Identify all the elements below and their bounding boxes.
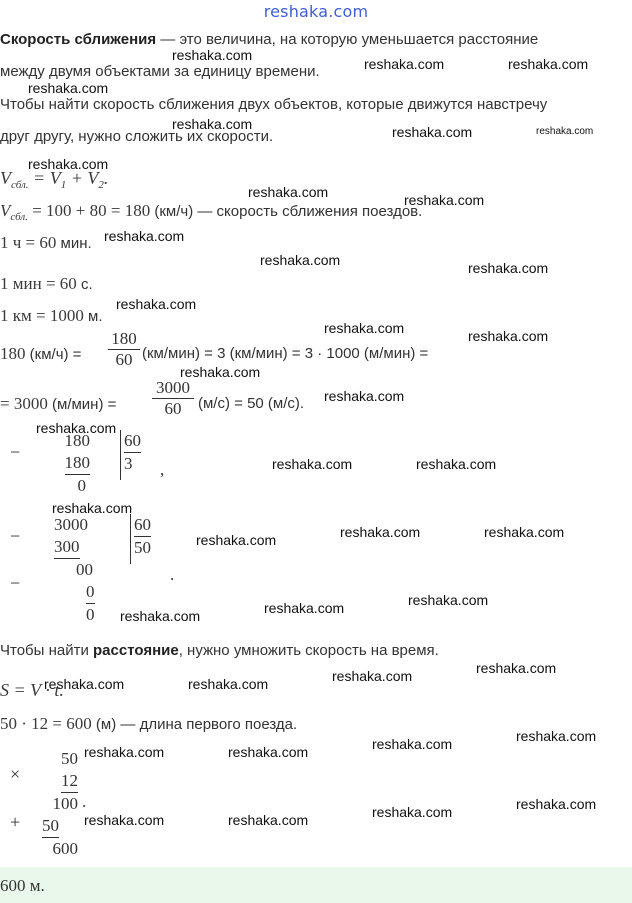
multiplication-plus: + — [10, 812, 21, 832]
conversion-hours: 1 ч = 60 мин. — [0, 233, 92, 252]
division-2-minus-1: − — [10, 526, 21, 546]
watermark: reshaka.com — [84, 812, 165, 828]
watermark: reshaka.com — [28, 156, 109, 172]
watermark: reshaka.com — [188, 676, 269, 692]
watermark: reshaka.com — [468, 328, 549, 344]
conv-line-1-left: 180 (км/ч) = — [0, 344, 82, 363]
watermark: reshaka.com — [484, 524, 565, 540]
watermark: reshaka.com — [180, 364, 261, 380]
conv-line-1-right: (км/мин) = 3 (км/мин) = 3 · 1000 (м/мин) = — [142, 345, 429, 362]
answer-text: 600 м. — [0, 876, 45, 895]
formula-distance: S = V · t. — [0, 680, 64, 700]
calc-distance: 50 · 12 = 600 (м) — длина первого поезда. — [0, 714, 298, 733]
watermark: reshaka.com — [172, 47, 253, 63]
watermark: reshaka.com — [260, 252, 341, 268]
conv-line-2-fraction: $\frac{3000}{60}$ — [152, 378, 194, 419]
watermark: reshaka.com — [196, 532, 277, 548]
watermark: reshaka.com — [272, 456, 353, 472]
watermark: reshaka.com — [52, 500, 133, 516]
watermark: reshaka.com — [416, 456, 497, 472]
watermark: reshaka.com — [364, 56, 445, 72]
watermark: reshaka.com — [408, 592, 489, 608]
multiplication-column: 50 12 100 50 600 — [42, 749, 78, 858]
division-2-column: 3000 300 00 0 0 — [54, 515, 95, 624]
division-2-bar — [130, 514, 131, 564]
definition-line-1 — [0, 30, 538, 50]
watermark: reshaka.com — [44, 676, 125, 692]
watermark: reshaka.com — [172, 116, 253, 132]
definition-line-2: между двумя объектами за единицу времени. — [0, 63, 320, 80]
multiplication-trail: . — [82, 792, 87, 811]
watermark: reshaka.com — [120, 608, 201, 624]
multiplication-times: × — [10, 764, 21, 784]
conv-line-2-right: (м/с) = 50 (м/с). — [198, 395, 305, 412]
definition-rest: — это величина, на которую уменьшается расстояние — [156, 31, 539, 48]
answer-box — [0, 867, 632, 903]
conv-line-1-fraction: $\frac{180}{60}$ — [108, 329, 140, 370]
watermark: reshaka.com — [372, 804, 453, 820]
division-1-bar — [120, 430, 121, 480]
watermark: reshaka.com — [508, 56, 589, 72]
watermark: reshaka.com — [104, 228, 185, 244]
rule-speed-line-2: друг другу, нужно сложить их скорости. — [0, 128, 274, 145]
watermark: reshaka.com — [404, 192, 485, 208]
division-1-column: 180 180 0 — [64, 431, 90, 495]
formula-speed: $V_{сбл.} = V_1 + V_2$. — [0, 168, 109, 191]
watermark: reshaka.com — [516, 796, 597, 812]
watermark: reshaka.com — [392, 124, 473, 140]
division-1-divisor: 60 3 — [124, 431, 141, 473]
watermark: reshaka.com — [372, 736, 453, 752]
watermark: reshaka.com — [476, 660, 557, 676]
watermark: reshaka.com — [516, 728, 597, 744]
watermark: reshaka.com — [264, 600, 345, 616]
site-header-link[interactable]: reshaka.com — [263, 2, 369, 21]
conversion-km: 1 км = 1000 м. — [0, 306, 103, 325]
watermark: reshaka.com — [228, 812, 309, 828]
watermark: reshaka.com — [536, 126, 594, 137]
division-2-trail: . — [170, 565, 175, 584]
watermark: reshaka.com — [468, 260, 549, 276]
rule-distance: Чтобы найти расстояние, нужно умножить скорость на время. — [0, 642, 439, 659]
calc-speed: $V_{сбл.} = 100 + 80 = 180$ (км/ч) — скорость сближения поездов. — [0, 201, 423, 223]
watermark: reshaka.com — [324, 320, 405, 336]
watermark: reshaka.com — [332, 668, 413, 684]
watermark: reshaka.com — [84, 744, 165, 760]
division-1-trail: , — [160, 460, 165, 479]
division-2-divisor: 60 50 — [134, 515, 151, 557]
watermark: reshaka.com — [248, 184, 329, 200]
definition-term: Скорость сближения — [0, 31, 157, 48]
watermark: reshaka.com — [116, 296, 197, 312]
watermark: reshaka.com — [340, 524, 421, 540]
division-2-minus-2: − — [10, 573, 21, 593]
watermark: reshaka.com — [28, 80, 109, 96]
watermark: reshaka.com — [324, 388, 405, 404]
conv-line-2-left: = 3000 (м/мин) = — [0, 394, 117, 413]
division-1-minus: − — [10, 442, 21, 462]
watermark: reshaka.com — [228, 744, 309, 760]
rule-speed-line-1: Чтобы найти скорость сближения двух объектов, которые движутся навстречу — [0, 96, 548, 113]
watermark: reshaka.com — [36, 420, 117, 436]
conversion-minutes: 1 мин = 60 с. — [0, 274, 93, 293]
